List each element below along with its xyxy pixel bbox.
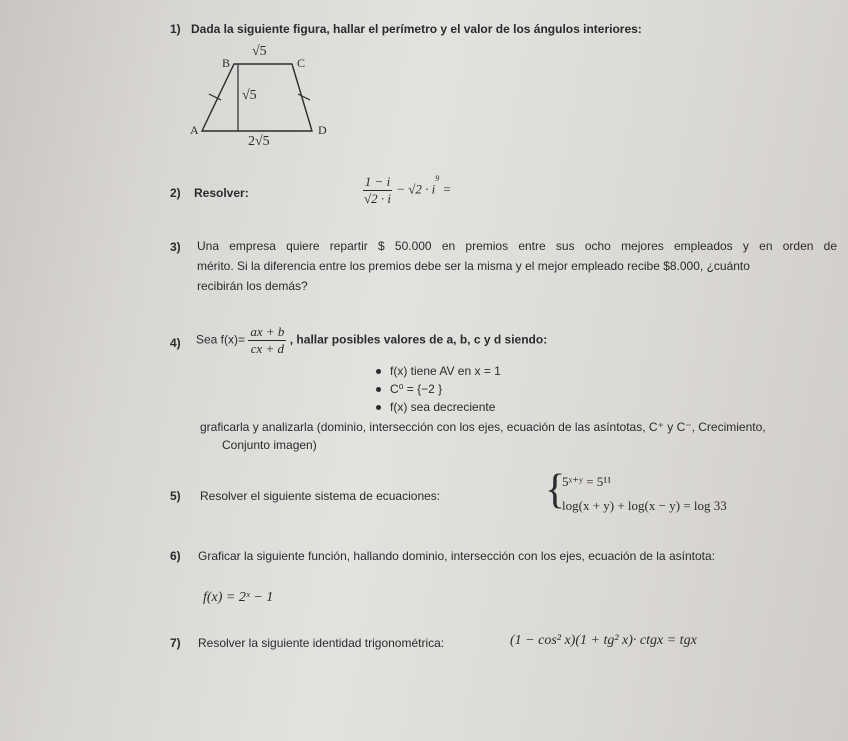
- q2-label: Resolver:: [194, 186, 249, 200]
- q1-number: 1): [170, 22, 181, 36]
- q4-numerator: ax + b: [250, 324, 285, 339]
- q4-line-2: Conjunto imagen): [222, 438, 317, 452]
- q4-statement: [196, 324, 547, 357]
- q2-exponent: 9: [435, 174, 440, 183]
- q2-rest: − √2 · i: [396, 181, 436, 197]
- height-label: √5: [242, 88, 257, 103]
- q4-number: 4): [170, 336, 181, 350]
- q6-formula: f(x) = 2ˣ − 1: [203, 590, 274, 605]
- q4-post: , hallar posibles valores de a, b, c y d siendo:: [289, 332, 548, 347]
- q6-text: Graficar la siguiente función, hallando dominio, intersección con los ejes, ecuación de la asíntota:: [198, 549, 715, 563]
- q4-denominator: cx + d: [250, 341, 285, 356]
- system-brace-icon: {: [545, 467, 566, 513]
- q7-number: 7): [170, 636, 181, 650]
- q2-numerator: 1 − i: [364, 174, 391, 189]
- q6-number: 6): [170, 549, 181, 563]
- q2-number: 2): [170, 186, 181, 200]
- q5-number: 5): [170, 489, 181, 503]
- q4-line-1: graficarla y analizarla (dominio, intersección con los ejes, ecuación de las asíntotas, C⁺ y C⁻, Crecimiento,: [200, 420, 766, 434]
- q5-equation-1: 5ˣ⁺ʸ = 5¹¹: [562, 474, 612, 489]
- bullet-dot: [376, 387, 381, 392]
- q4-bullet-3: f(x) sea decreciente: [390, 400, 496, 414]
- q3-line-2: mérito. Si la diferencia entre los premios debe ser la misma y el mejor empleado recibe $8.000, ¿cuánto: [197, 259, 750, 273]
- q4-bullet-1: f(x) tiene AV en x = 1: [390, 364, 501, 378]
- q4-bullet-2: C⁰ = {−2 }: [390, 382, 443, 396]
- q2-equals: =: [439, 181, 452, 197]
- q1-text: Dada la siguiente figura, hallar el perímetro y el valor de los ángulos interiores:: [191, 22, 642, 36]
- bullet-dot: [376, 405, 381, 410]
- q3-line-1: Una empresa quiere repartir $ 50.000 en premios entre sus ocho mejores empleados y en orden de: [197, 239, 837, 253]
- top-side-label: √5: [252, 44, 267, 59]
- q2-expression: [362, 174, 451, 207]
- vertex-c-label: C: [297, 56, 306, 70]
- bottom-side-label: 2√5: [248, 134, 270, 149]
- bullet-dot: [376, 369, 381, 374]
- q3-number: 3): [170, 240, 181, 254]
- q3-paragraph: [197, 236, 837, 296]
- vertex-b-label: B: [222, 56, 231, 70]
- q5-text: Resolver el siguiente sistema de ecuaciones:: [200, 489, 441, 503]
- q7-formula: (1 − cos² x)(1 + tg² x)· ctgx = tgx: [510, 633, 697, 648]
- vertex-d-label: D: [318, 123, 327, 137]
- q2-denominator: √2 · i: [364, 191, 391, 206]
- q7-text: Resolver la siguiente identidad trigonométrica:: [198, 636, 445, 650]
- q5-equation-2: log(x + y) + log(x − y) = log 33: [562, 498, 727, 513]
- q3-line-3: recibirán los demás?: [197, 279, 308, 293]
- q4-pre: Sea f(x)=: [196, 332, 246, 347]
- vertex-a-label: A: [190, 123, 199, 137]
